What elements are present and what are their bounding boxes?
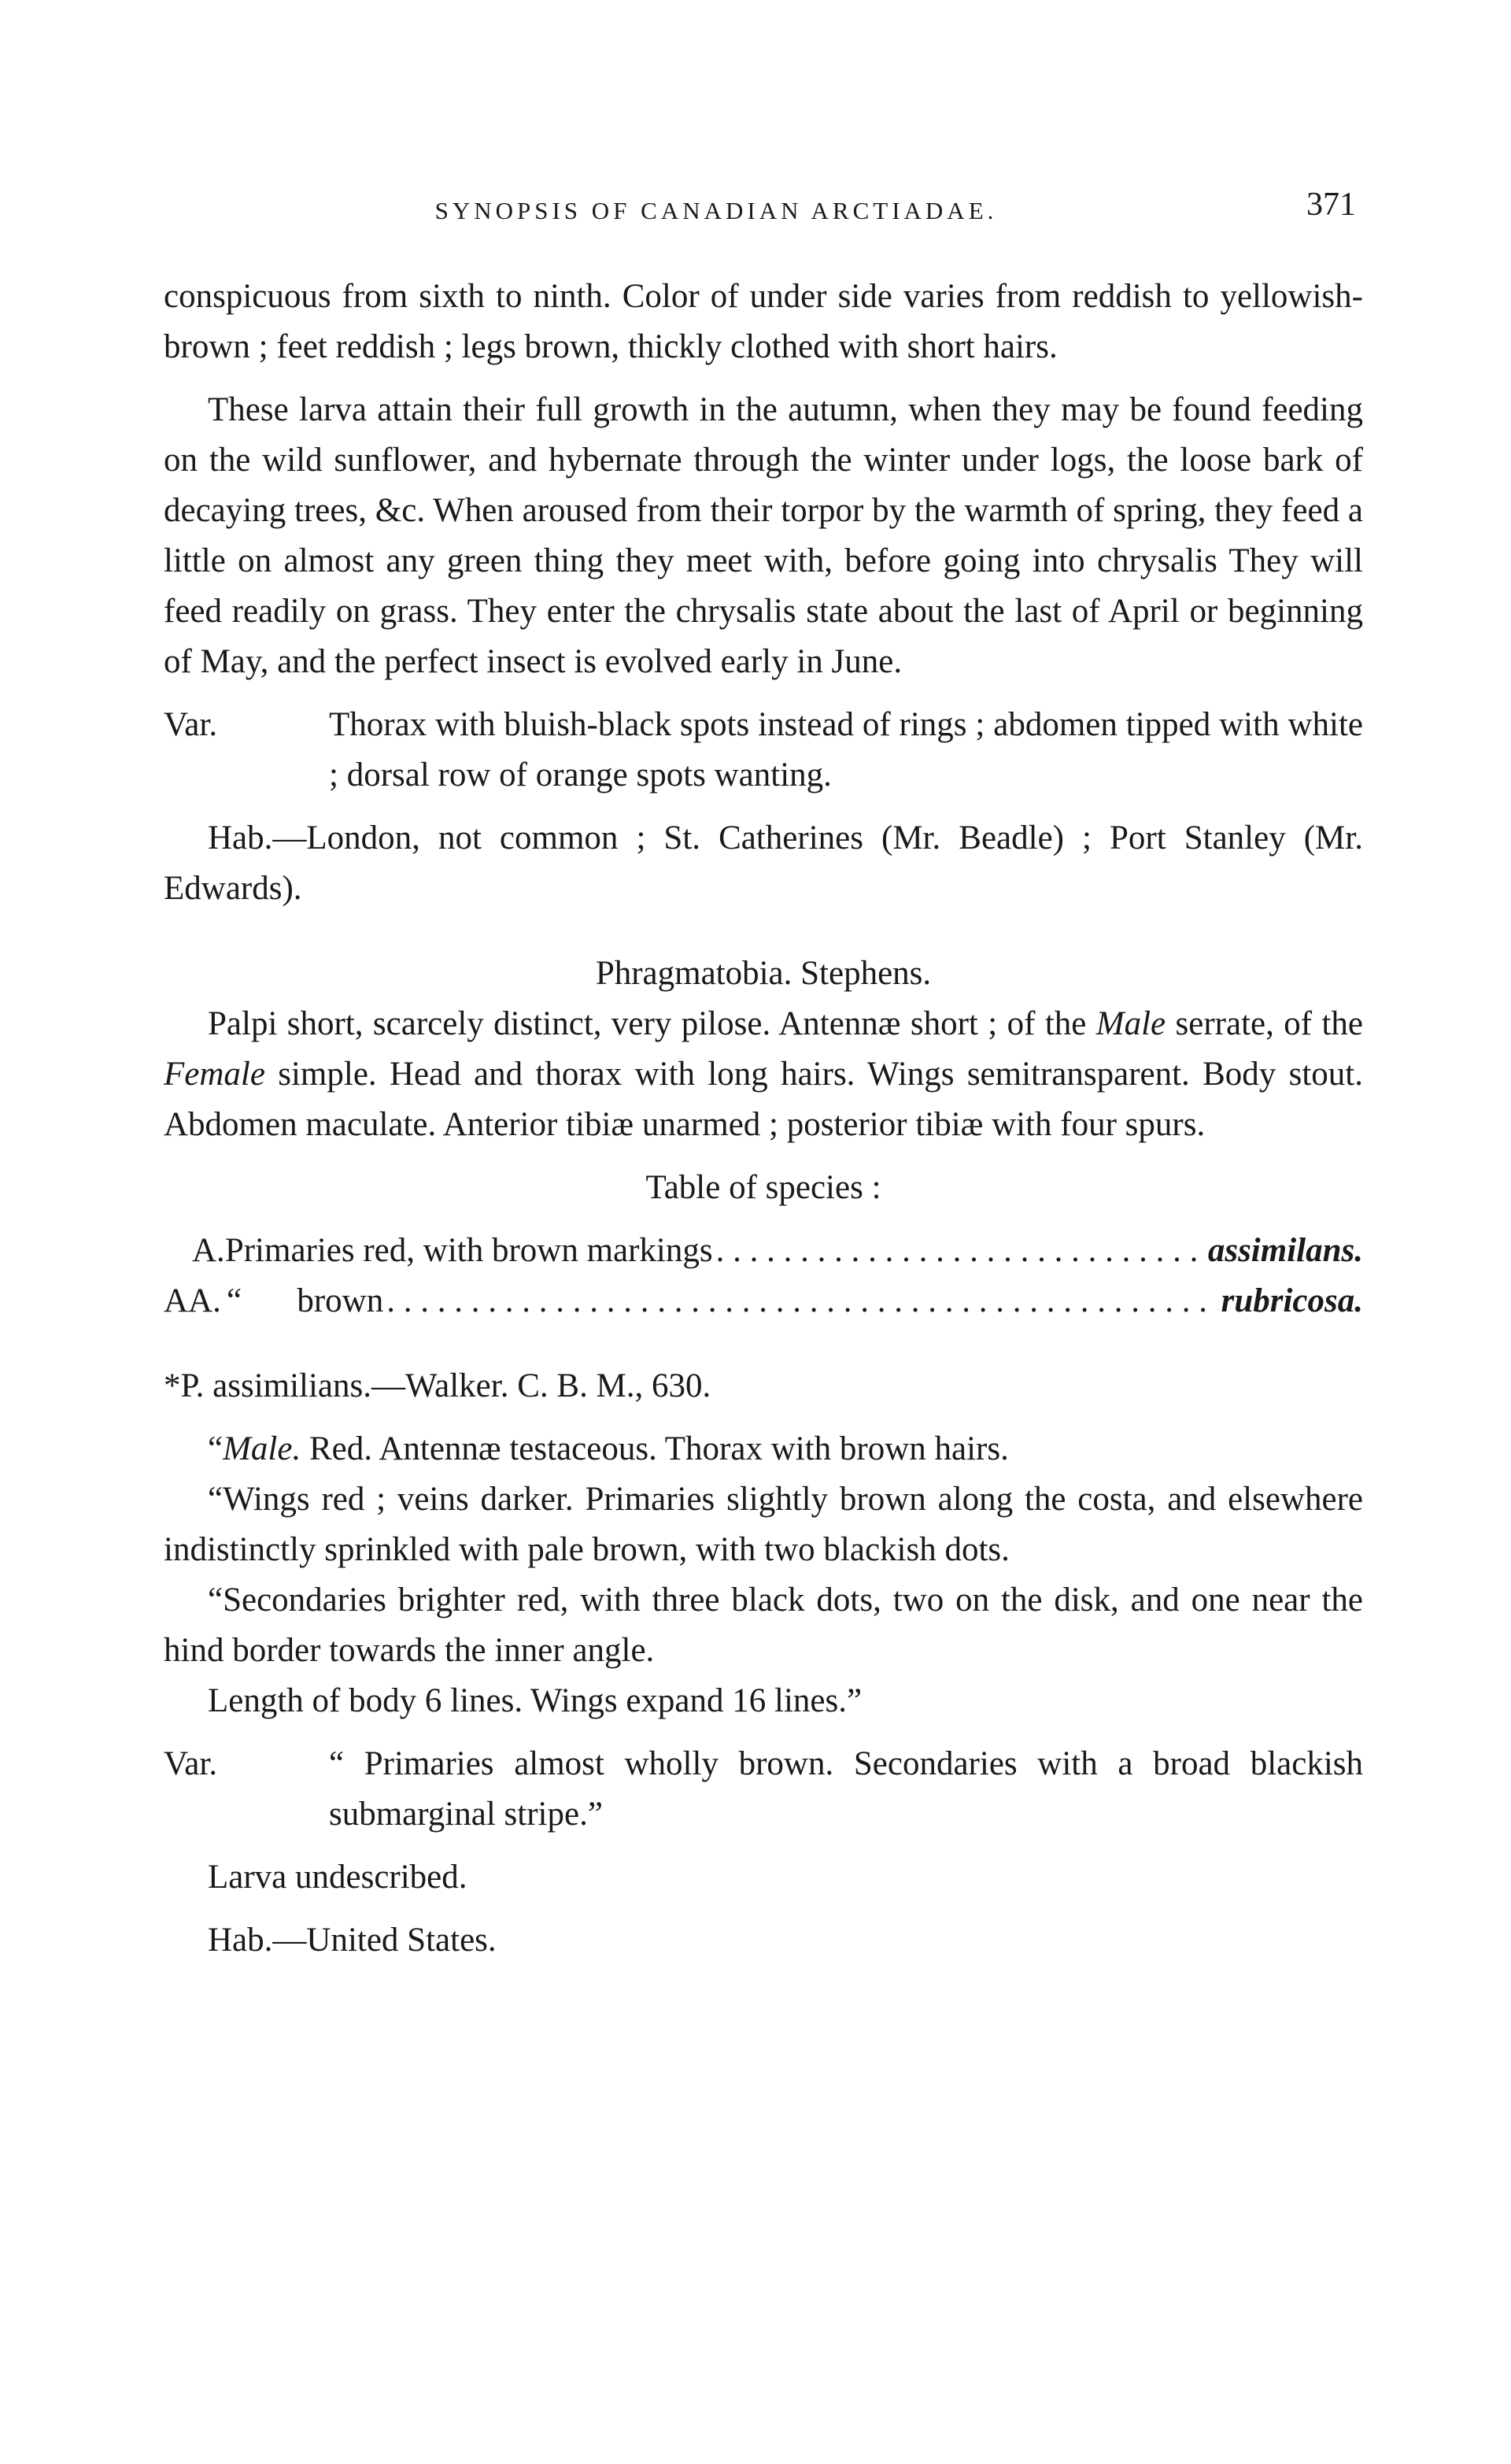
species-key-text: Primaries red, with brown markings [224,1232,713,1269]
variety-note-2 [164,1739,1363,1840]
description-length: Length of body 6 lines. Wings expand 16 lines.” [208,1682,863,1719]
species-table-heading: Table of species : [645,1169,881,1206]
species-entry: *P. assimilians.—Walker. C. B. M., 630. [164,1367,711,1404]
genus-desc-part-a: Palpi short, scarcely distinct, very pilose. Antennæ short ; of the [208,1005,1087,1042]
variety-note [164,700,1363,801]
variety-text: Thorax with bluish-black spots instead of rings ; abdomen tipped with white ; dorsal row of orange spots wanting. [329,706,1363,794]
species-key-row [164,1276,1363,1326]
species-key-name: assimilans. [1207,1232,1363,1269]
running-title: SYNOPSIS OF CANADIAN ARCTIADAE. [434,197,998,224]
description-secondaries: “Secondaries brighter red, with three black dots, two on the disk, and one near the hind border towards the inner angle. [164,1582,1363,1669]
body-text [164,272,1363,1966]
species-key-letter: A. [192,1232,225,1269]
species-key-text: brown [297,1282,384,1319]
variety-label: Var. [164,1745,218,1782]
page-number: 371 [1306,187,1356,223]
genus-description [164,999,1363,1150]
paragraph-larva-colors: conspicuous from sixth to ninth. Color of under side varies from reddish to yellowish-brown ; feet reddish ; legs brown, thickly clothed with short hairs. [164,278,1363,365]
species-key-letter: AA. [164,1282,221,1319]
open-quote: “ [208,1430,224,1467]
description-wings: “Wings red ; veins darker. Primaries slightly brown along the costa, and elsewhere indistinctly sprinkled with pale brown, with two blackish dots. [164,1481,1363,1568]
genus-male-term: Male [1095,1005,1166,1042]
genus-desc-part-c: simple. Head and thorax with long hairs. Wings semitransparent. Body stout. Abdomen maculate. Anterior tibiæ unarmed ; posterior tibiæ with four spurs. [164,1056,1363,1143]
genus-heading: Phragmatobia. Stephens. [595,955,932,992]
dot-leader [716,1226,1205,1276]
description-male [164,1424,1363,1474]
habitat-note-2: Hab.—United States. [208,1922,497,1959]
dot-leader [386,1276,1217,1326]
species-key-name: rubricosa. [1221,1282,1363,1319]
genus-female-term: Female [164,1056,265,1093]
larva-note: Larva undescribed. [208,1859,467,1896]
description-male-rest: Red. Antennæ testaceous. Thorax with brown hairs. [308,1430,1009,1467]
variety-label: Var. [164,706,218,743]
variety-text: “ Primaries almost wholly brown. Secondaries with a broad blackish submarginal stripe.” [329,1745,1363,1833]
paragraph-larva-habits: These larva attain their full growth in the autumn, when they may be found feeding on the wild sunflower, and hybernate through the winter under logs, the loose bark of decaying trees, &c. When aroused from their torpor by the warmth of spring, they feed a little on almost any green thing they meet with, before going into chrysalis They will feed readily on grass. They enter the chrysalis state about the last of April or beginning of May, and the perfect insect is evolved early in June. [164,391,1363,680]
species-key-row [164,1226,1363,1276]
habitat-note: Hab.—London, not common ; St. Catherines (Mr. Beadle) ; Port Stanley (Mr. Edwards). [164,819,1363,907]
ditto-mark: “ [227,1282,242,1319]
male-term: Male. [223,1430,301,1467]
genus-desc-part-b: serrate, of the [1175,1005,1364,1042]
